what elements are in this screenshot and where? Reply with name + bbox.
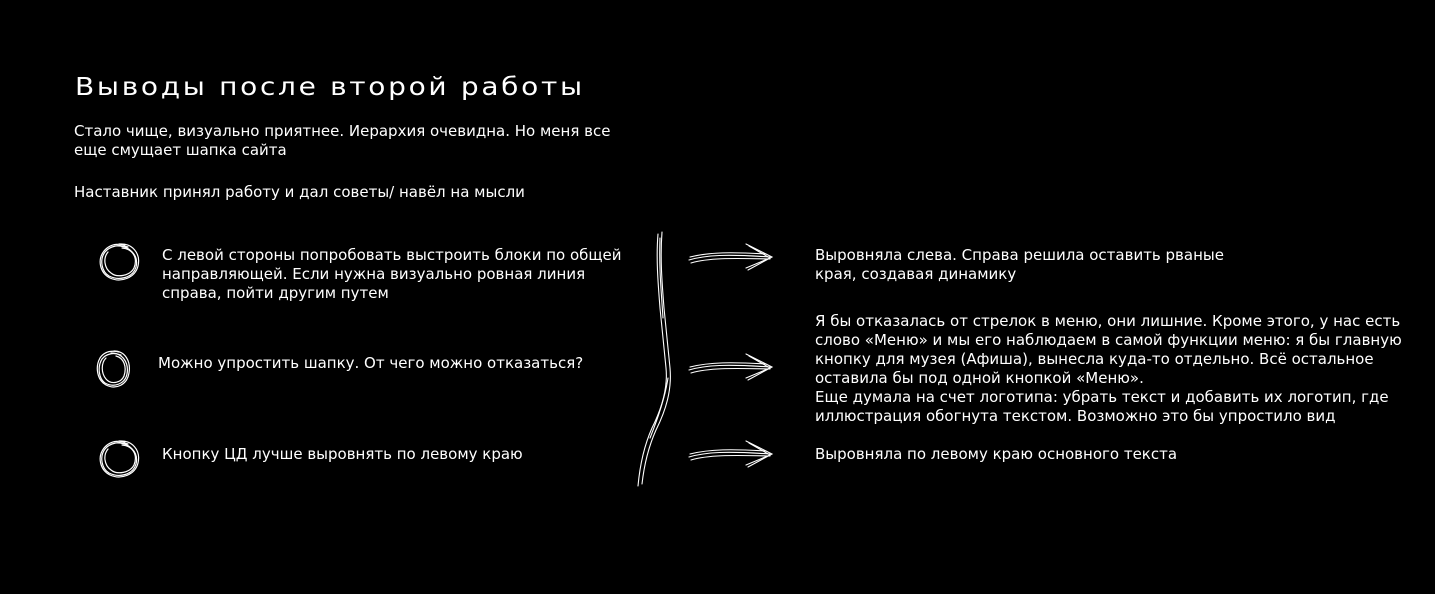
scribbled-circle-icon bbox=[95, 437, 145, 483]
hand-drawn-arrow-icon bbox=[686, 350, 776, 384]
advice-item: Можно упростить шапку. От чего можно отказаться? bbox=[158, 354, 584, 372]
advice-item: Кнопку ЦД лучше выровнять по левому краю bbox=[162, 445, 523, 463]
response-item: Выровняла по левому краю основного текста bbox=[815, 445, 1178, 463]
page-title: Выводы после второй работы bbox=[75, 72, 585, 101]
scribbled-circle-icon bbox=[92, 347, 136, 393]
intro-text: Стало чище, визуально приятнее. Иерархия очевидна. Но меня все еще смущает шапка сайта bbox=[74, 122, 611, 159]
hand-drawn-arrow-icon bbox=[686, 437, 776, 471]
advice-item: С левой стороны попробовать выстроить блоки по общей направляющей. Если нужна визуально ровная линия справа, пойти другим путем bbox=[162, 246, 622, 302]
response-item: Выровняла слева. Справа решила оставить рваные края, создавая динамику bbox=[815, 246, 1224, 283]
hand-drawn-brace-icon bbox=[628, 228, 678, 490]
scribbled-circle-icon bbox=[95, 240, 145, 286]
hand-drawn-arrow-icon bbox=[686, 240, 776, 274]
mentor-note: Наставник принял работу и дал советы/ навёл на мысли bbox=[74, 183, 525, 201]
response-item: Я бы отказалась от стрелок в меню, они лишние. Кроме этого, у нас есть слово «Меню» и мы его наблюдаем в самой функции меню: я бы главную кнопку для музея (Афиша), вынесла куда-то отдельно. Всё остальное оставила бы под одной кнопкой «Меню». Еще думала на счет логотипа: убрать текст и добавить их логотип, где иллюстрация обогнута текстом. Возможно это бы упростило вид bbox=[815, 312, 1402, 425]
